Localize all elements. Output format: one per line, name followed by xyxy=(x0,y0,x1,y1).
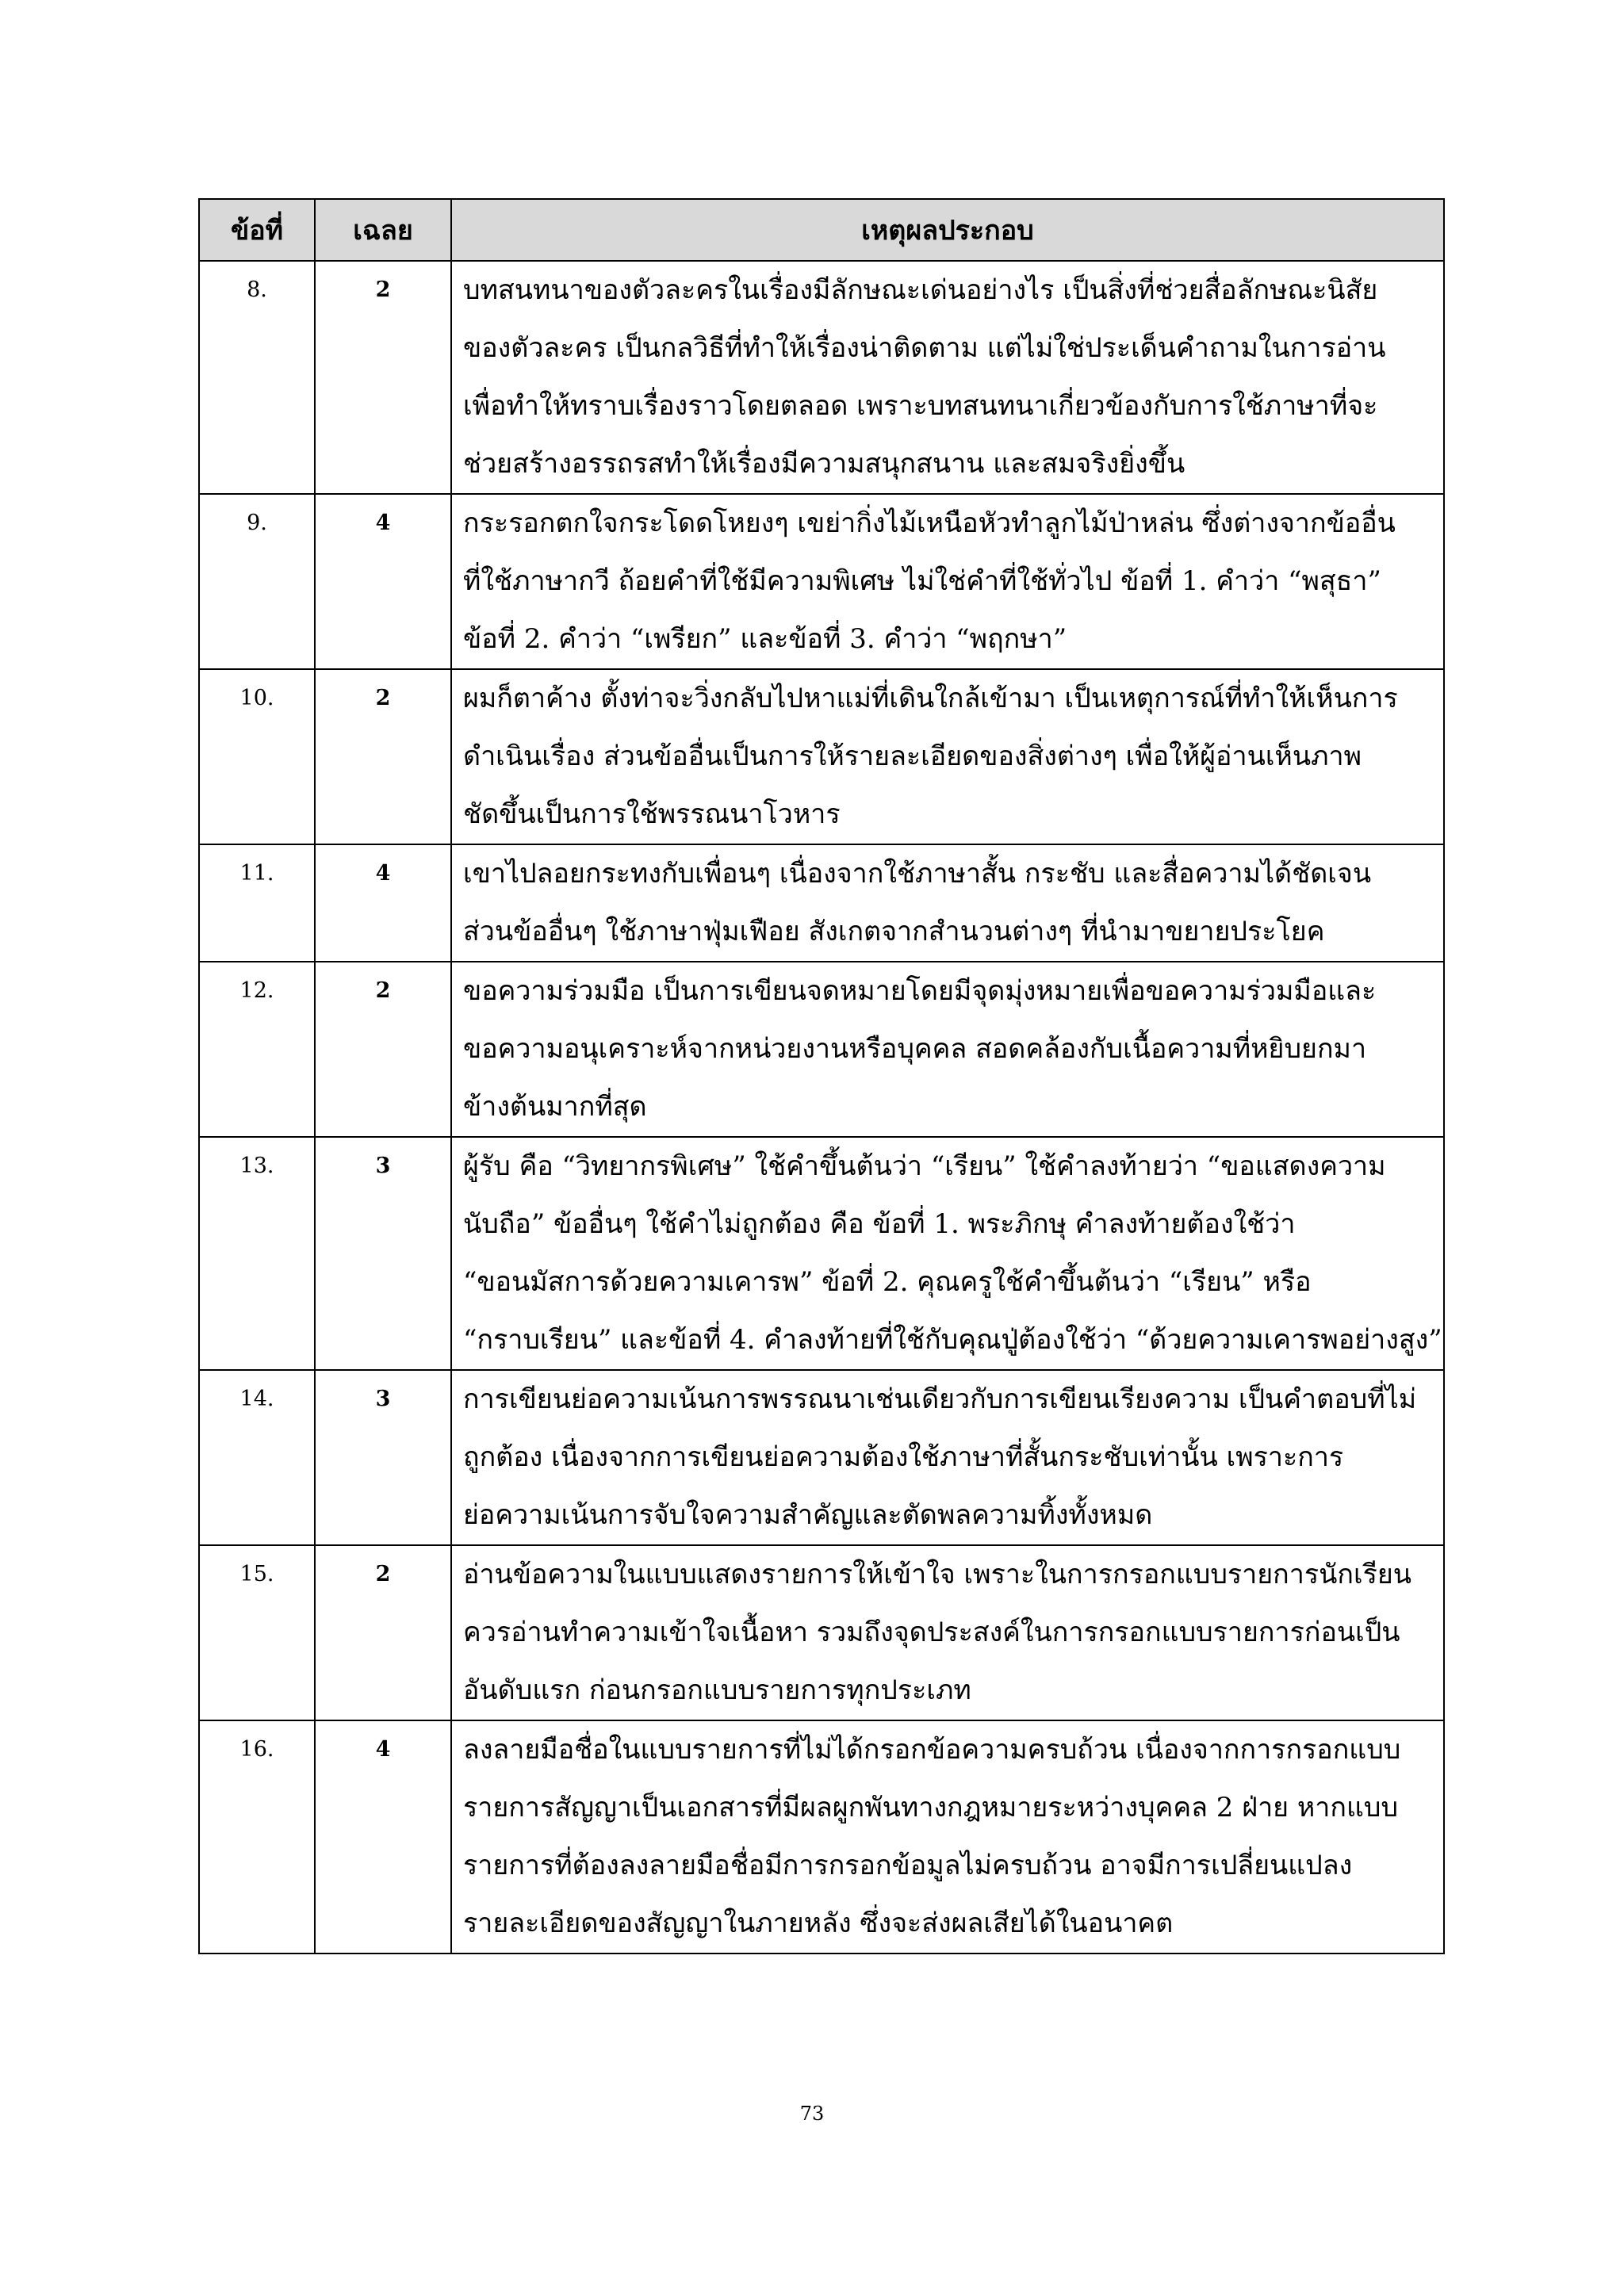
reason-line: ควรอ่านทำความเข้าใจเนื้อหา รวมถึงจุดประสงค์ในการกรอกแบบรายการก่อนเป็น xyxy=(463,1617,1400,1648)
reason-line: รายละเอียดของสัญญาในภายหลัง ซึ่งจะส่งผลเสียได้ในอนาคต xyxy=(463,1908,1174,1939)
item-number: 10. xyxy=(199,669,315,844)
answer-value: 4 xyxy=(315,1720,451,1954)
item-number: 12. xyxy=(199,962,315,1137)
item-number: 16. xyxy=(199,1720,315,1954)
item-number: 15. xyxy=(199,1545,315,1720)
header-answer: เฉลย xyxy=(315,199,451,261)
reason-line: ข้างต้นมากที่สุด xyxy=(463,1091,647,1123)
item-number: 14. xyxy=(199,1370,315,1545)
reason-line: กระรอกตกใจกระโดดโหยงๆ เขย่ากิ่งไม้เหนือหัวทำลูกไม้ป่าหล่น ซึ่งต่างจากข้ออื่น xyxy=(463,507,1396,539)
reason-line: การเขียนย่อความเน้นการพรรณนาเช่นเดียวกับการเขียนเรียงความ เป็นคำตอบที่ไม่ xyxy=(463,1383,1417,1415)
item-number: 13. xyxy=(199,1137,315,1370)
reason-line: อ่านข้อความในแบบแสดงรายการให้เข้าใจ เพราะในการกรอกแบบรายการนักเรียน xyxy=(463,1559,1411,1590)
table-row xyxy=(199,1720,1444,1954)
header-reason: เหตุผลประกอบ xyxy=(451,199,1444,261)
reason-line: บทสนทนาของตัวละครในเรื่องมีลักษณะเด่นอย่างไร เป็นสิ่งที่ช่วยสื่อลักษณะนิสัย xyxy=(463,274,1378,306)
reason-text xyxy=(451,261,1444,494)
answer-value: 2 xyxy=(315,1545,451,1720)
item-number: 9. xyxy=(199,494,315,669)
reason-text xyxy=(451,1370,1444,1545)
reason-line: ผู้รับ คือ “วิทยากรพิเศษ” ใช้คำขึ้นต้นว่า “เรียน” ใช้คำลงท้ายว่า “ขอแสดงความ xyxy=(463,1150,1386,1182)
table-row xyxy=(199,844,1444,962)
table-row xyxy=(199,1137,1444,1370)
answer-key-table xyxy=(198,198,1445,1954)
table-row xyxy=(199,494,1444,669)
table-header-row xyxy=(199,199,1444,261)
table-row xyxy=(199,1370,1444,1545)
reason-text xyxy=(451,1720,1444,1954)
answer-value: 2 xyxy=(315,669,451,844)
table-row xyxy=(199,669,1444,844)
reason-line: “กราบเรียน” และข้อที่ 4. คำลงท้ายที่ใช้กับคุณปู่ต้องใช้ว่า “ด้วยความเคารพอย่างสูง” xyxy=(463,1324,1442,1356)
item-number: 8. xyxy=(199,261,315,494)
item-number: 11. xyxy=(199,844,315,962)
reason-line: อันดับแรก ก่อนกรอกแบบรายการทุกประเภท xyxy=(463,1674,971,1706)
reason-line: นับถือ” ข้ออื่นๆ ใช้คำไม่ถูกต้อง คือ ข้อที่ 1. พระภิกษุ คำลงท้ายต้องใช้ว่า xyxy=(463,1208,1296,1240)
reason-line: เพื่อทำให้ทราบเรื่องราวโดยตลอด เพราะบทสนทนาเกี่ยวข้องกับการใช้ภาษาที่จะ xyxy=(463,390,1378,422)
reason-line: ของตัวละคร เป็นกลวิธีที่ทำให้เรื่องน่าติดตาม แต่ไม่ใช่ประเด็นคำถามในการอ่าน xyxy=(463,332,1386,364)
table-row xyxy=(199,261,1444,494)
reason-line: ดำเนินเรื่อง ส่วนข้ออื่นเป็นการให้รายละเอียดของสิ่งต่างๆ เพื่อให้ผู้อ่านเห็นภาพ xyxy=(463,740,1362,772)
answer-value: 4 xyxy=(315,844,451,962)
reason-line: ขอความอนุเคราะห์จากหน่วยงานหรือบุคคล สอดคล้องกับเนื้อความที่หยิบยกมา xyxy=(463,1033,1367,1065)
page-number: 73 xyxy=(799,2103,825,2125)
reason-text xyxy=(451,962,1444,1137)
reason-text xyxy=(451,844,1444,962)
reason-line: ถูกต้อง เนื่องจากการเขียนย่อความต้องใช้ภาษาที่สั้นกระชับเท่านั้น เพราะการ xyxy=(463,1441,1344,1473)
reason-line: รายการที่ต้องลงลายมือชื่อมีการกรอกข้อมูลไม่ครบถ้วน อาจมีการเปลี่ยนแปลง xyxy=(463,1850,1353,1881)
reason-line: ที่ใช้ภาษากวี ถ้อยคำที่ใช้มีความพิเศษ ไม่ใช่คำที่ใช้ทั่วไป ข้อที่ 1. คำว่า “พสุธา” xyxy=(463,565,1381,597)
answer-value: 3 xyxy=(315,1370,451,1545)
reason-text xyxy=(451,669,1444,844)
header-item-number: ข้อที่ xyxy=(199,199,315,261)
reason-line: เขาไปลอยกระทงกับเพื่อนๆ เนื่องจากใช้ภาษาสั้น กระชับ และสื่อความได้ชัดเจน xyxy=(463,858,1372,890)
reason-line: ย่อความเน้นการจับใจความสำคัญและตัดพลความทิ้งทั้งหมด xyxy=(463,1499,1153,1531)
reason-line: “ขอนมัสการด้วยความเคารพ” ข้อที่ 2. คุณครูใช้คำขึ้นต้นว่า “เรียน” หรือ xyxy=(463,1266,1312,1298)
reason-line: ลงลายมือชื่อในแบบรายการที่ไม่ได้กรอกข้อความครบถ้วน เนื่องจากการกรอกแบบ xyxy=(463,1734,1401,1766)
reason-line: ผมก็ตาค้าง ตั้งท่าจะวิ่งกลับไปหาแม่ที่เดินใกล้เข้ามา เป็นเหตุการณ์ที่ทำให้เห็นการ xyxy=(463,683,1398,714)
table-row xyxy=(199,1545,1444,1720)
table-body xyxy=(199,261,1444,1954)
reason-line: ชัดขึ้นเป็นการใช้พรรณนาโวหาร xyxy=(463,798,841,830)
reason-text xyxy=(451,1545,1444,1720)
reason-line: ข้อที่ 2. คำว่า “เพรียก” และข้อที่ 3. คำว่า “พฤกษา” xyxy=(463,623,1067,655)
reason-line: ส่วนข้ออื่นๆ ใช้ภาษาฟุ่มเฟือย สังเกตจากสำนวนต่างๆ ที่นำมาขยายประโยค xyxy=(463,916,1325,947)
reason-line: รายการสัญญาเป็นเอกสารที่มีผลผูกพันทางกฎหมายระหว่างบุคคล 2 ฝ่าย หากแบบ xyxy=(463,1792,1399,1823)
table-row xyxy=(199,962,1444,1137)
answer-value: 3 xyxy=(315,1137,451,1370)
answer-value: 2 xyxy=(315,962,451,1137)
reason-line: ขอความร่วมมือ เป็นการเขียนจดหมายโดยมีจุดมุ่งหมายเพื่อขอความร่วมมือและ xyxy=(463,975,1377,1007)
answer-value: 2 xyxy=(315,261,451,494)
reason-text xyxy=(451,494,1444,669)
reason-line: ช่วยสร้างอรรถรสทำให้เรื่องมีความสนุกสนาน และสมจริงยิ่งขึ้น xyxy=(463,448,1185,480)
reason-text xyxy=(451,1137,1444,1370)
answer-value: 4 xyxy=(315,494,451,669)
